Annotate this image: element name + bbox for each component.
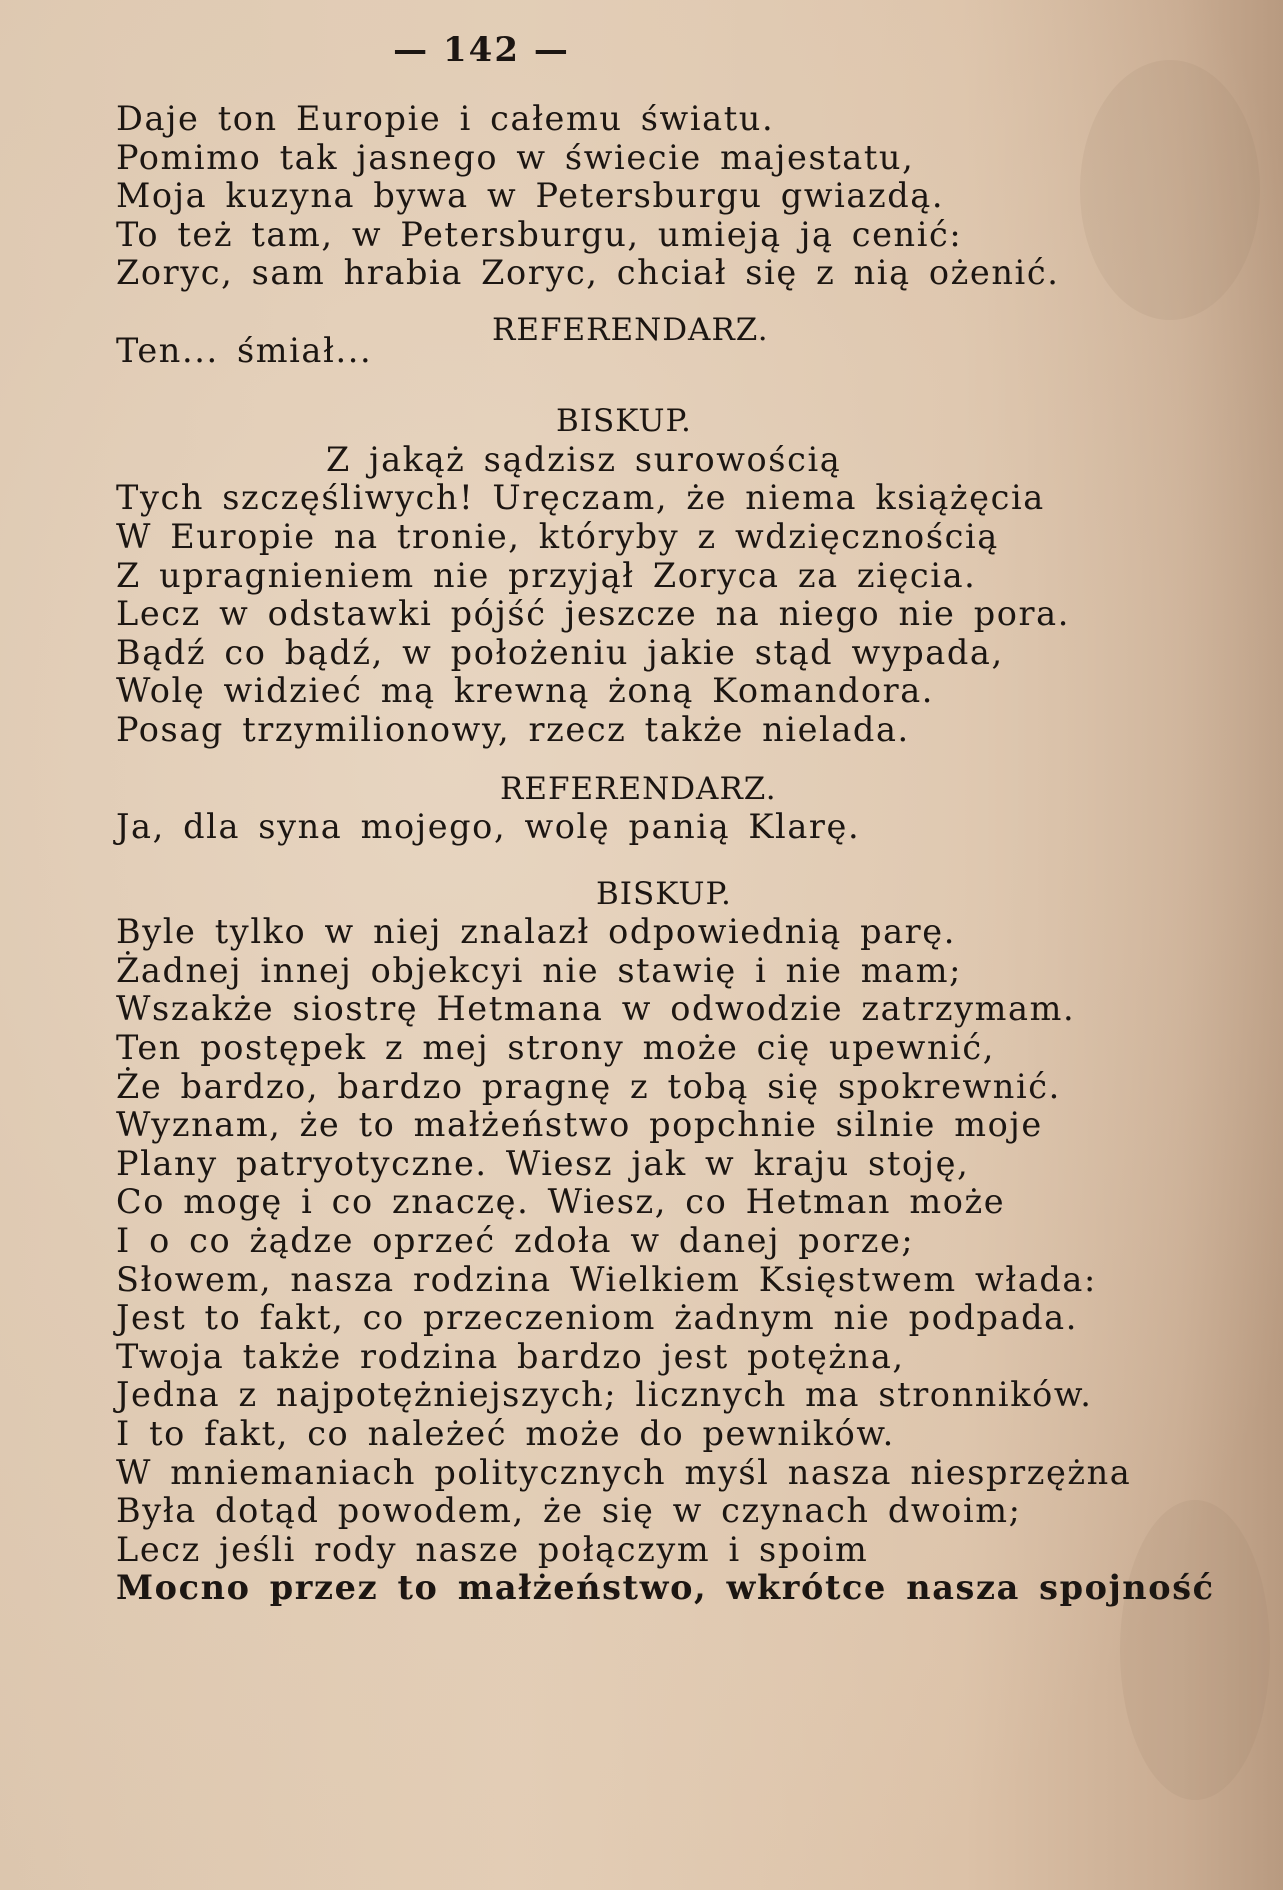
verse-line: Była dotąd powodem, że się w czynach dwoim; (116, 1491, 1022, 1531)
verse-line: Z upragnieniem nie przyjął Zoryca za zięcia. (116, 555, 977, 595)
verse-line: Wolę widzieć mą krewną żoną Komandora. (116, 671, 935, 711)
verse-line: Co mogę i co znaczę. Wiesz, co Hetman może (116, 1182, 1006, 1222)
verse-line: I to fakt, co należeć może do pewników. (116, 1414, 895, 1453)
verse-line: Moja kuzyna bywa w Petersburgu gwiazdą. (116, 176, 945, 216)
verse-line: Byle tylko w niej znalazł odpowiednią parę. (116, 912, 956, 952)
verse-line: Jest to fakt, co przeczeniom żadnym nie podpada. (116, 1298, 1078, 1338)
verse-line: Plany patryotyczne. Wiesz jak w kraju stoję, (116, 1143, 970, 1183)
speaker-heading-referendarz: REFERENDARZ. (500, 770, 777, 807)
speaker-heading-biskup: BISKUP. (556, 403, 692, 440)
verse-line: Posag trzymilionowy, rzecz także nielada. (116, 709, 910, 749)
verse-line: Z jakąż sądzisz surowością (326, 439, 842, 479)
speaker-heading-referendarz: REFERENDARZ. (492, 311, 769, 348)
verse-line: Tych szczęśliwych! Uręczam, że niema książęcia (116, 478, 1045, 518)
verse-line: Wszakże siostrę Hetmana w odwodzie zatrzymam. (116, 989, 1076, 1029)
verse-line: Mocno przez to małżeństwo, wkrótce nasza spojność (116, 1568, 1215, 1608)
speaker-heading-biskup: BISKUP. (596, 875, 732, 912)
verse-line: W Europie na tronie, któryby z wdzięcznością (116, 516, 999, 556)
verse-line: Daje ton Europie i całemu światu. (116, 99, 775, 138)
verse-line: Ten postępek z mej strony może cię upewnić, (116, 1028, 996, 1068)
verse-line: Ja, dla syna mojego, wolę panią Klarę. (116, 807, 861, 847)
verse-line: Słowem, nasza rodzina Wielkiem Księstwem włada: (116, 1259, 1097, 1299)
verse-line: Wyznam, że to małżeństwo popchnie silnie moje (116, 1105, 1043, 1145)
verse-line: Lecz jeśli rody nasze połączym i spoim (116, 1529, 869, 1569)
verse-line: Zoryc, sam hrabia Zoryc, chciał się z nią ożenić. (116, 253, 1060, 293)
verse-line: Pomimo tak jasnego w świecie majestatu, (116, 137, 915, 177)
verse-line: Lecz w odstawki pójść jeszcze na niego nie pora. (116, 594, 1070, 634)
verse-line: To też tam, w Petersburgu, umieją ją cenić: (116, 214, 963, 254)
verse-line: I o co żądze oprzeć zdoła w danej porze; (116, 1221, 915, 1261)
verse-line: Żadnej innej objekcyi nie stawię i nie mam; (116, 950, 963, 990)
verse-line: Jedna z najpotężniejszych; licznych ma stronników. (116, 1375, 1093, 1415)
verse-line: Że bardzo, bardzo pragnę z tobą się spokrewnić. (116, 1066, 1061, 1106)
page-number: — 142 — (393, 30, 570, 70)
verse-line: Twoja także rodzina bardzo jest potężna, (116, 1336, 905, 1376)
verse-text (116, 99, 1215, 1608)
verse-line: Ten... śmiał... (116, 330, 373, 370)
verse-line: Bądź co bądź, w położeniu jakie stąd wypada, (116, 632, 1004, 672)
verse-line: W mniemaniach politycznych myśl nasza niesprzężna (116, 1452, 1132, 1492)
